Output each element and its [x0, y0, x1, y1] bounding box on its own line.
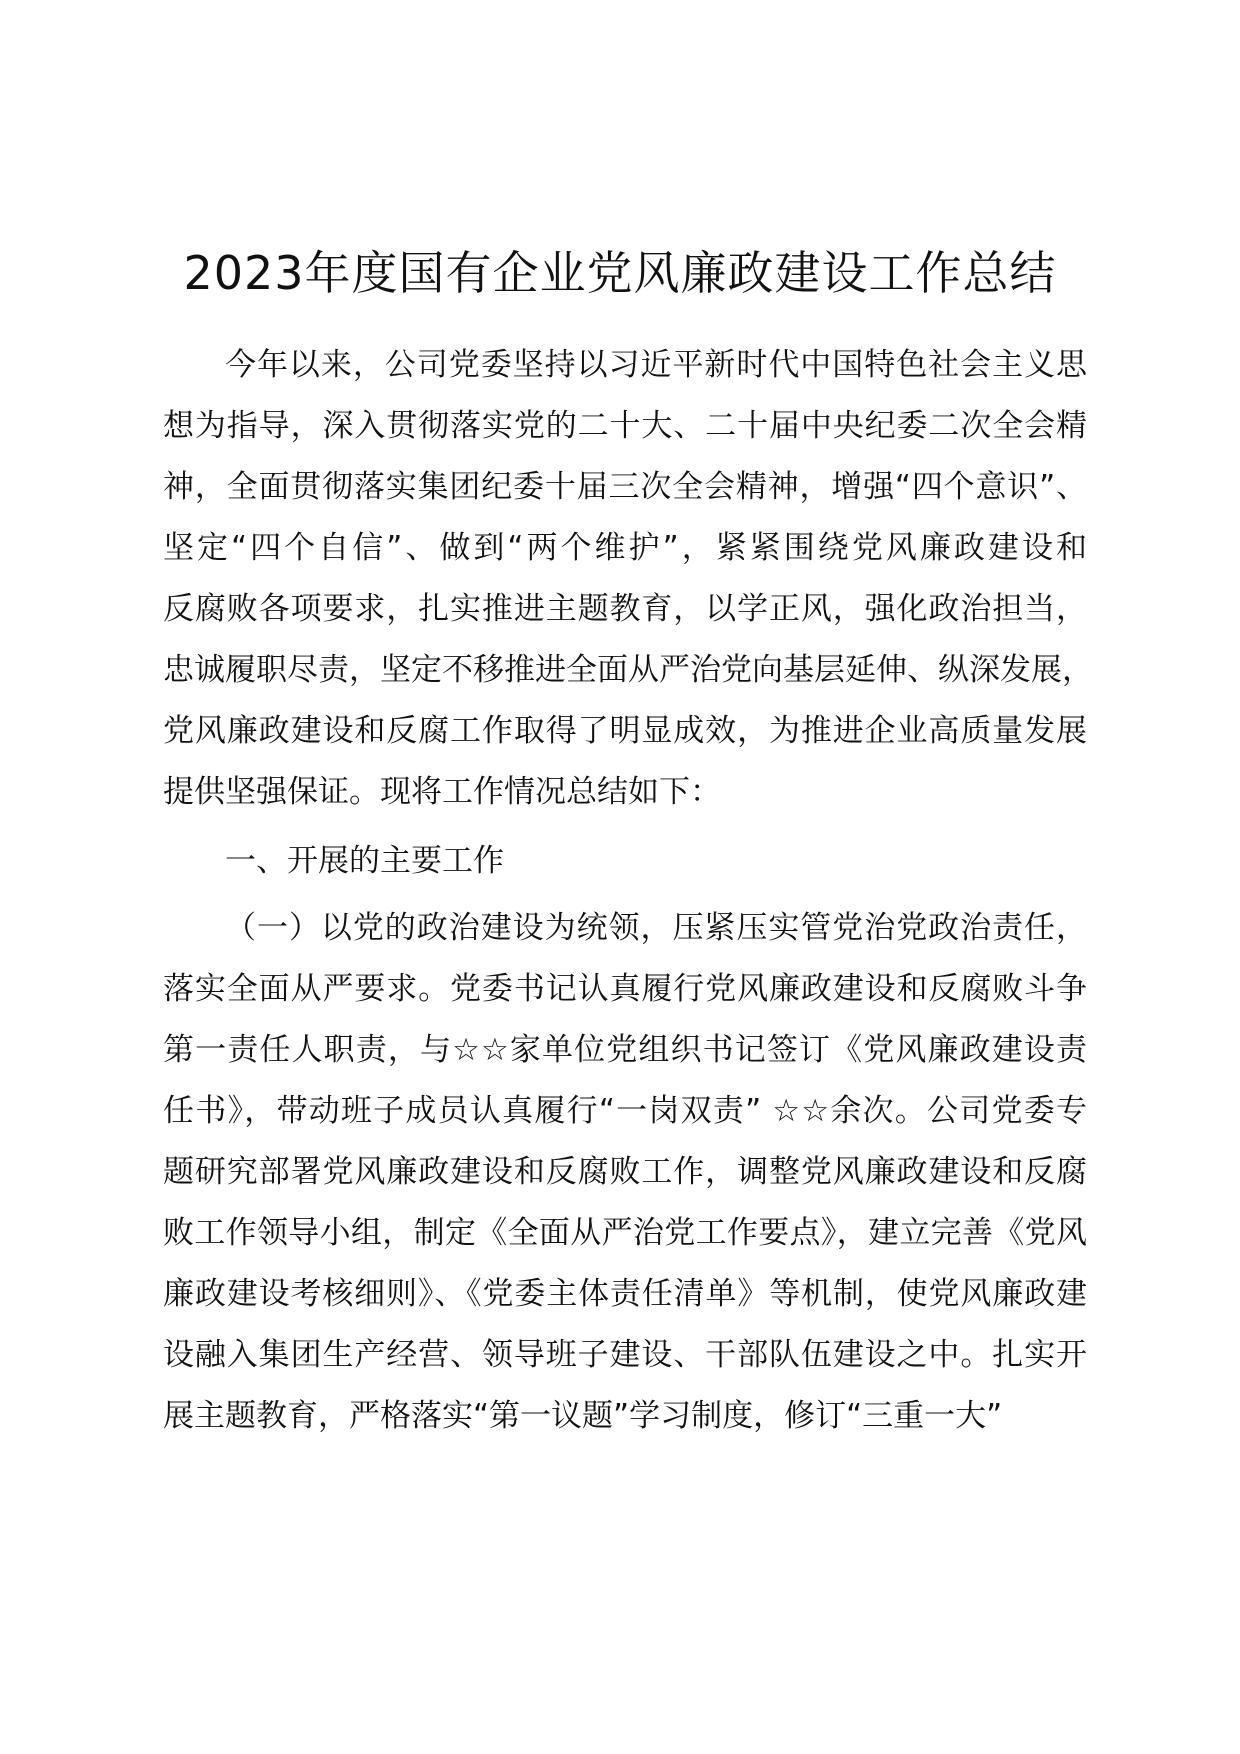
text-line: 党风廉政建设和反腐工作取得了明显成效，为推进企业高质量发展 — [163, 713, 1087, 749]
text-line: 提供坚强保证。现将工作情况总结如下： — [163, 774, 721, 810]
text-line: 神，全面贯彻落实集团纪委十届三次全会精神，增强“四个意识”、 — [163, 469, 1087, 505]
text-line: 忠诚履职尽责，坚定不移推进全面从严治党向基层延伸、纵深发展， — [163, 652, 1093, 688]
text-line: 坚定“四个自信”、做到“两个维护”，紧紧围绕党风廉政建设和 — [163, 530, 1087, 566]
text-line: 想为指导，深入贯彻落实党的二十大、二十届中央纪委二次全会精 — [163, 408, 1087, 444]
section-heading: 一、开展的主要工作 — [225, 843, 504, 879]
text-line: 廉政建设考核细则》、《党委主体责任清单》等机制，使党风廉政建 — [163, 1276, 1087, 1312]
text-line: 设融入集团生产经营、领导班子建设、干部队伍建设之中。扎实开 — [163, 1337, 1087, 1373]
document-title: 2023年度国有企业党风廉政建设工作总结 — [183, 246, 1057, 300]
text-line: 今年以来，公司党委坚持以习近平新时代中国特色社会主义思 — [225, 347, 1087, 383]
text-line: 展主题教育，严格落实“第一议题”学习制度，修订“三重一大” — [163, 1398, 1003, 1434]
text-line: 落实全面从严要求。党委书记认真履行党风廉政建设和反腐败斗争 — [163, 971, 1087, 1007]
text-line: 任书》，带动班子成员认真履行“一岗双责” ☆☆余次。公司党委专 — [163, 1093, 1087, 1129]
text-line: （一）以党的政治建设为统领，压紧压实管党治党政治责任， — [225, 910, 1087, 946]
text-line: 败工作领导小组，制定《全面从严治党工作要点》，建立完善《党风 — [163, 1215, 1087, 1251]
text-line: 第一责任人职责，与☆☆家单位党组织书记签订《党风廉政建设责 — [163, 1032, 1087, 1068]
text-line: 反腐败各项要求，扎实推进主题教育，以学正风，强化政治担当， — [163, 591, 1087, 627]
text-line: 题研究部署党风廉政建设和反腐败工作，调整党风廉政建设和反腐 — [163, 1154, 1087, 1190]
